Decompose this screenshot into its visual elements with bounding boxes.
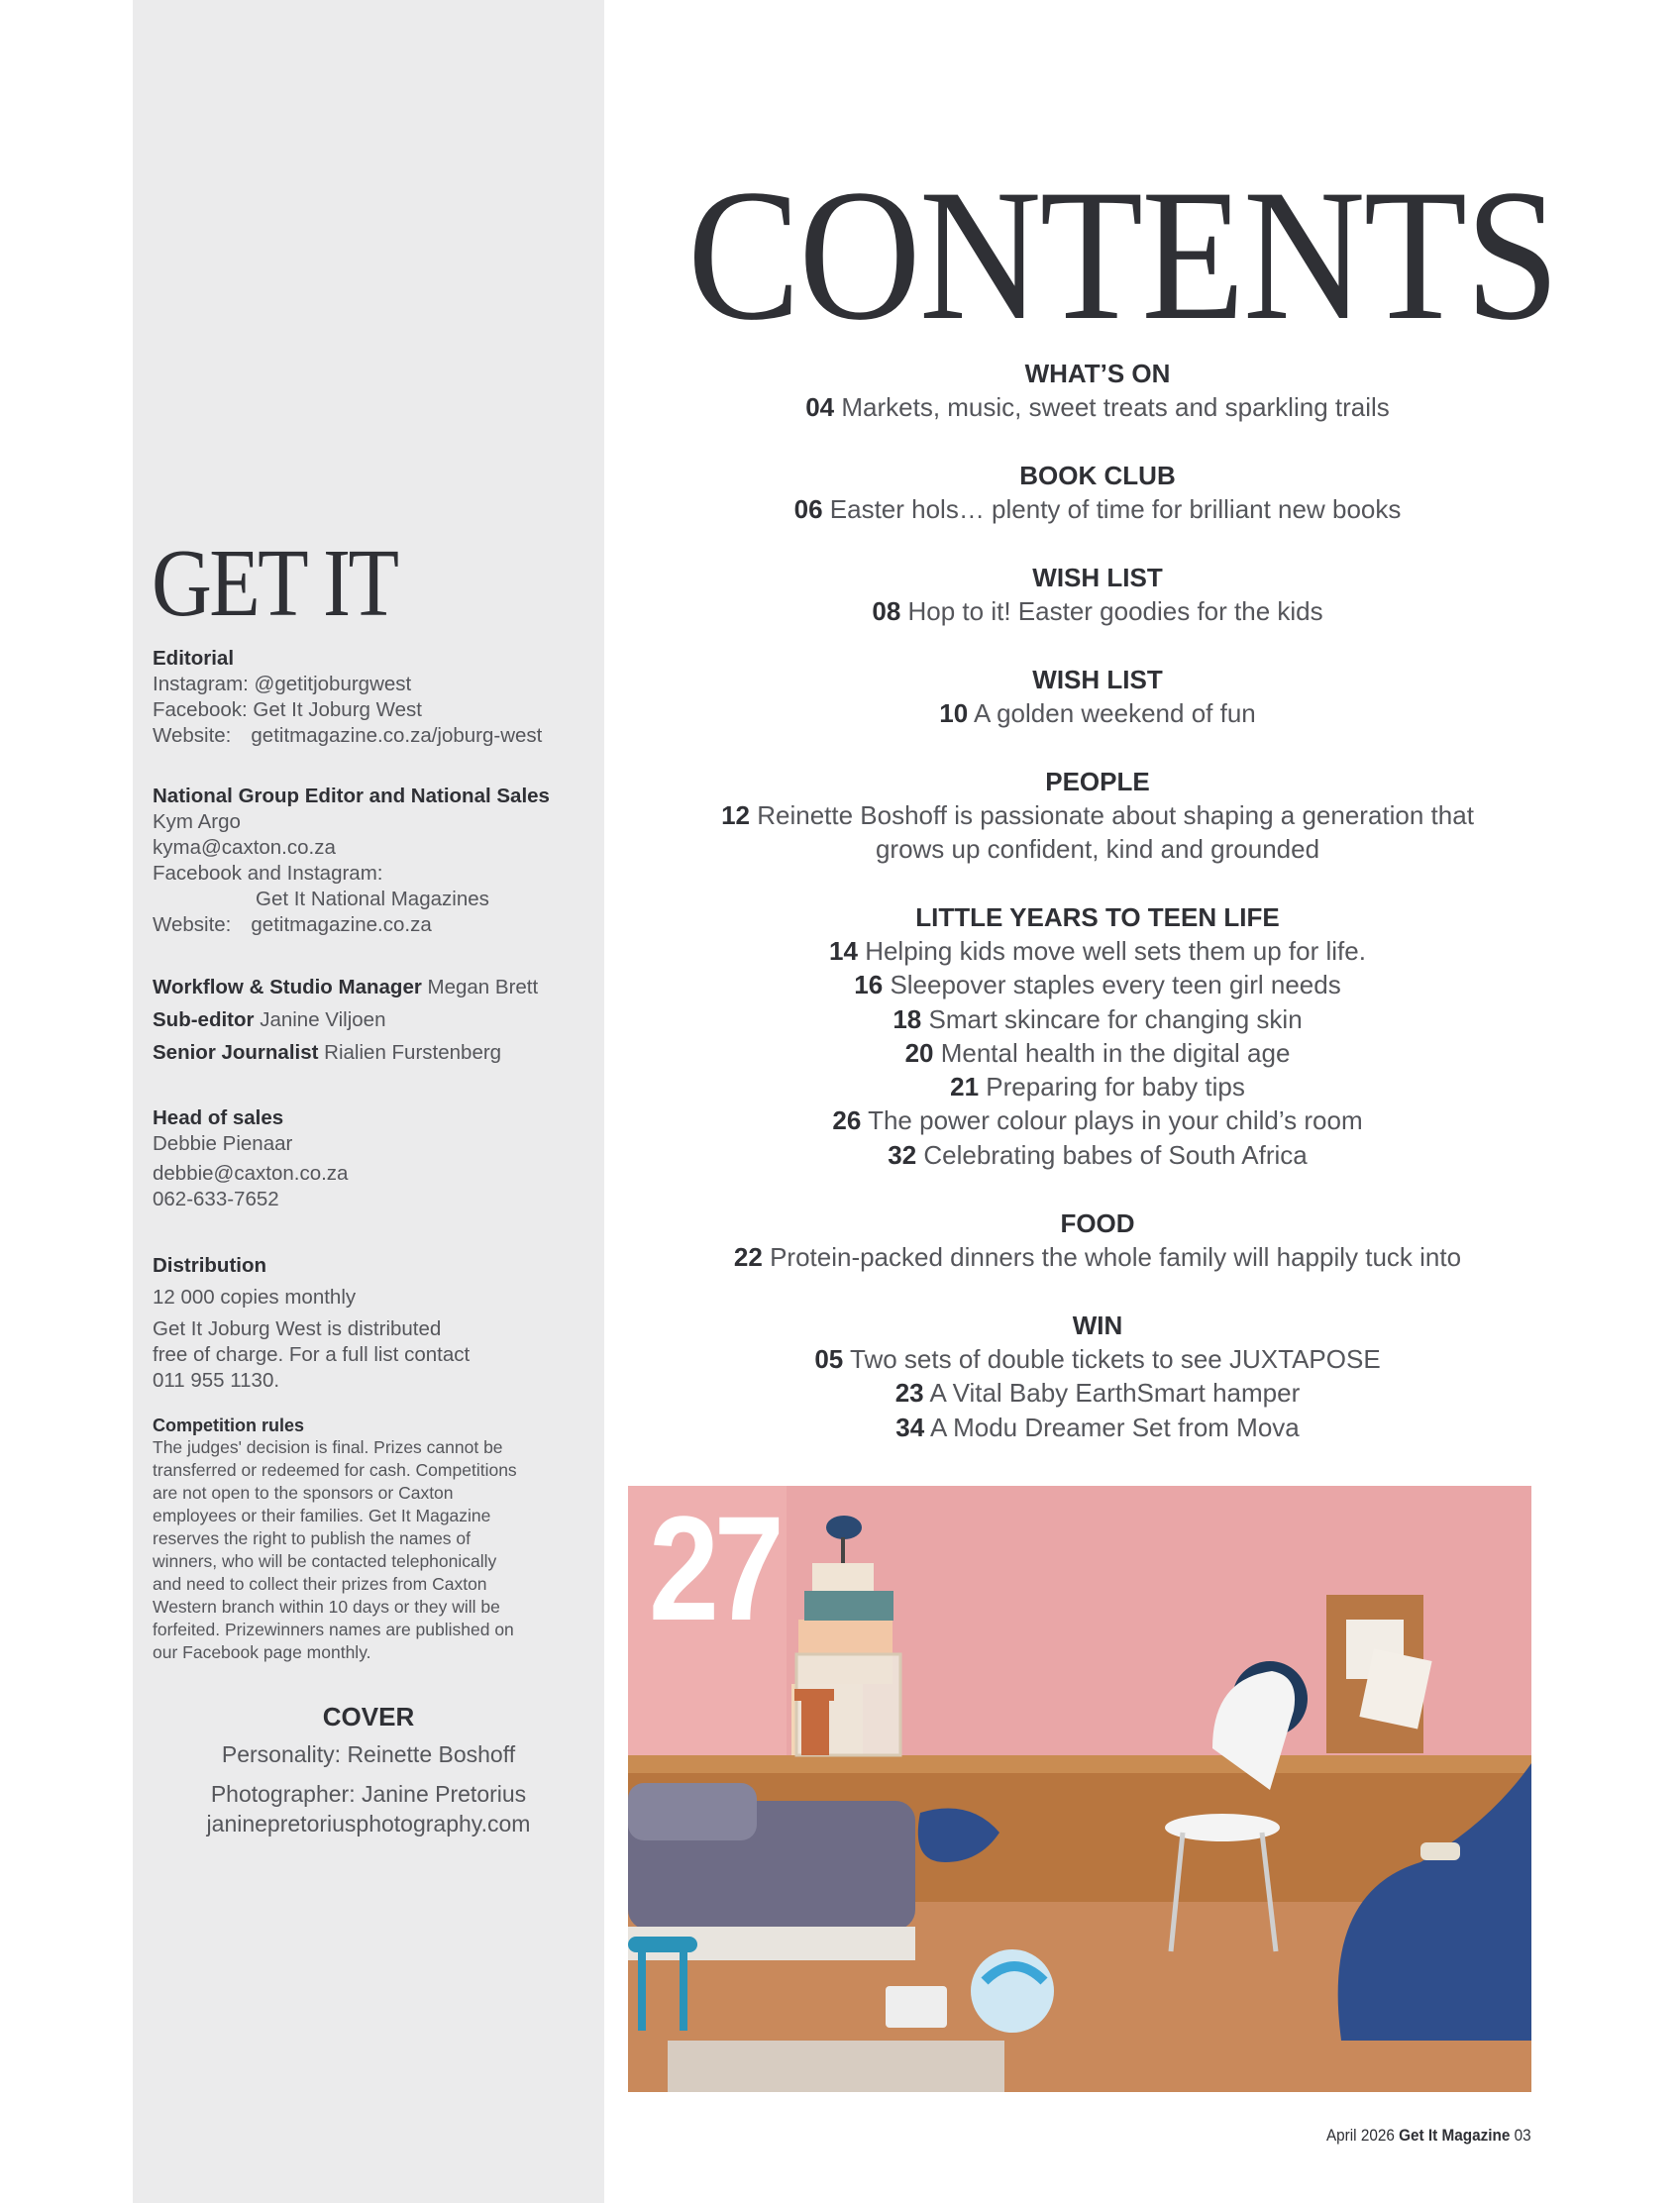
contents-entry [634,1138,1561,1172]
entry-page: 06 [793,494,823,524]
toy-suitcase [886,1986,947,2028]
entry-text: Protein-packed dinners the whole family will happily tuck into [770,1242,1462,1272]
rules-line: employees or their families. Get It Magazine [153,1506,491,1525]
entry-page: 08 [872,596,901,626]
national-block [153,784,588,938]
entry-text: Smart skincare for changing skin [928,1003,1303,1034]
contents-entry [634,1376,1561,1410]
wooden-block [801,1701,829,1755]
rules-line: our Facebook page monthly. [153,1642,371,1662]
entry-text: Easter hols… plenty of time for brilliant new books [829,494,1402,524]
distribution-note-line: 011 955 1130. [153,1369,280,1392]
contents-entry [634,1002,1561,1036]
distribution-note-line: free of charge. For a full list contact [153,1343,471,1366]
entry-text: Sleepover staples every teen girl needs [890,970,1341,1000]
section-title: WIN [1072,1311,1123,1340]
rules-line: forfeited. Prizewinners names are published on [153,1620,514,1639]
contents-entry [634,1036,1561,1070]
rug [668,2041,1004,2092]
entry-page: 26 [832,1105,862,1136]
national-name: Kym Argo [153,810,241,833]
staff-role: Senior Journalist [153,1041,319,1064]
rules-line: winners, who will be contacted telephonically [153,1551,497,1571]
rules-line: reserves the right to publish the names of [153,1528,472,1548]
entry-text: A Modu Dreamer Set from Mova [929,1412,1300,1442]
section-title: WHAT’S ON [1024,359,1171,388]
stool-seat [628,1937,697,1952]
staff-line [153,971,588,1003]
footer-page: 03 [1514,2126,1531,2145]
editorial-title: Editorial [153,647,235,670]
contents-entry [634,1070,1561,1103]
entry-page: 10 [939,698,969,728]
contents-entry [634,934,1561,968]
entry-page: 12 [721,800,750,830]
contents-entry [634,1240,1561,1274]
section-wish-list-2 [634,663,1561,730]
section-whats-on [634,357,1561,424]
distribution-block [153,1253,588,1394]
entry-page: 16 [854,970,884,1000]
staff-role: Sub-editor [153,1008,255,1031]
staff-name: Megan Brett [427,976,539,998]
section-wish-list-1 [634,561,1561,628]
competition-rules [153,1415,588,1664]
box-stack [804,1591,893,1621]
national-social-value: Get It National Magazines [256,888,489,910]
contents-entry [634,968,1561,1001]
contents-entry [634,1411,1561,1444]
distribution-note-line: Get It Joburg West is distributed [153,1317,442,1340]
distribution-copies: 12 000 copies monthly [153,1286,357,1309]
editorial-facebook: Facebook: Get It Joburg West [153,698,422,721]
section-food [634,1206,1561,1274]
entry-page: 34 [895,1412,925,1442]
cover-personality: Personality: Reinette Boshoff [221,1741,516,1767]
entry-text: Markets, music, sweet treats and sparkling trails [841,392,1390,422]
entry-text: A golden weekend of fun [973,698,1256,728]
footer-date: April 2026 [1326,2126,1396,2145]
stool-leg [680,1951,687,2031]
section-title: LITTLE YEARS TO TEEN LIFE [915,902,1280,932]
section-title: WISH LIST [1032,563,1163,592]
entry-page: 14 [829,936,858,966]
entry-text-continued: grows up confident, kind and grounded [875,834,1320,865]
rules-line: Western branch within 10 days or they will be [153,1597,500,1617]
entry-page: 20 [904,1037,934,1068]
competition-title: Competition rules [153,1416,305,1435]
section-title: FOOD [1060,1208,1135,1238]
sidebar-panel [133,0,604,2203]
national-title: National Group Editor and National Sales [153,785,550,807]
section-title: BOOK CLUB [1019,461,1176,490]
staff-line [153,1003,588,1036]
section-title: PEOPLE [1045,767,1150,796]
entry-page: 22 [733,1242,763,1272]
entry-text: Preparing for baby tips [986,1072,1245,1102]
toy-bird [826,1516,862,1539]
distribution-title: Distribution [153,1254,267,1277]
section-little-years [634,900,1561,1172]
stool-leg [638,1951,646,2031]
section-people [634,765,1561,867]
toy-bird-stand [841,1537,845,1563]
contents-entry [634,1342,1561,1376]
cover-title: COVER [322,1702,415,1731]
editorial-block [153,646,588,749]
sales-email: debbie@caxton.co.za [153,1162,349,1185]
section-win [634,1309,1561,1444]
section-book-club [634,459,1561,526]
national-website: getitmagazine.co.za [251,913,432,936]
entry-page: 18 [892,1003,922,1034]
entry-text: Reinette Boshoff is passionate about shaping a generation that [757,800,1474,830]
national-email: kyma@caxton.co.za [153,836,336,859]
box-stack [812,1563,874,1591]
sales-name: Debbie Pienaar [153,1132,293,1155]
sales-block [153,1105,588,1212]
entry-text: A Vital Baby EarthSmart hamper [929,1378,1301,1409]
entry-page: 21 [950,1072,980,1102]
cover-credits [133,1700,604,1838]
entry-text: Celebrating babes of South Africa [923,1139,1308,1170]
entry-text: Hop to it! Easter goodies for the kids [907,596,1323,626]
sales-phone: 062-633-7652 [153,1188,279,1210]
entry-page: 05 [814,1344,844,1374]
wooden-block [794,1689,834,1701]
editorial-website: getitmagazine.co.za/joburg-west [251,724,543,747]
rules-line: are not open to the sponsors or Caxton [153,1483,454,1503]
staff-role: Workflow & Studio Manager [153,976,422,998]
staff-line [153,1036,588,1069]
national-social-label: Facebook and Instagram: [153,862,383,885]
staff-block [153,971,588,1069]
cover-website: janinepretoriusphotography.com [206,1811,531,1836]
editorial-website-label: Website: [153,724,232,747]
contents-entry [634,696,1561,730]
section-title: WISH LIST [1032,665,1163,694]
rules-line: transferred or redeemed for cash. Competitions [153,1460,517,1480]
toy-radio [1420,1842,1460,1860]
rules-line: The judges' decision is final. Prizes cannot be [153,1437,503,1457]
staff-name: Rialien Furstenberg [324,1041,502,1064]
entry-text: The power colour plays in your child’s room [868,1105,1363,1136]
national-website-label: Website: [153,913,232,936]
masthead-logo: GET IT [152,530,397,637]
pillow [628,1783,757,1840]
editorial-instagram: Instagram: @getitjoburgwest [153,673,412,695]
entry-page: 23 [894,1378,924,1409]
entry-text: Helping kids move well sets them up for life. [865,936,1366,966]
contents-entry [634,390,1561,424]
staff-name: Janine Viljoen [260,1008,386,1031]
sales-title: Head of sales [153,1106,284,1129]
contents-entry [634,798,1561,832]
feature-page-number: 27 [649,1485,780,1651]
page-footer [1326,2126,1531,2146]
rules-line: and need to collect their prizes from Caxton [153,1574,487,1594]
contents-entry [634,594,1561,628]
contents-heading: CONTENTS [687,152,1558,360]
entry-text: Mental health in the digital age [940,1037,1291,1068]
contents-entry [634,492,1561,526]
entry-page: 04 [805,392,835,422]
cover-photographer: Photographer: Janine Pretorius [210,1781,527,1807]
entry-page: 32 [888,1139,917,1170]
desk-shelf [628,1755,1531,1773]
entry-text: Two sets of double tickets to see JUXTAPOSE [850,1344,1381,1374]
footer-magazine: Get It Magazine [1399,2126,1511,2145]
contents-entry [634,1103,1561,1137]
